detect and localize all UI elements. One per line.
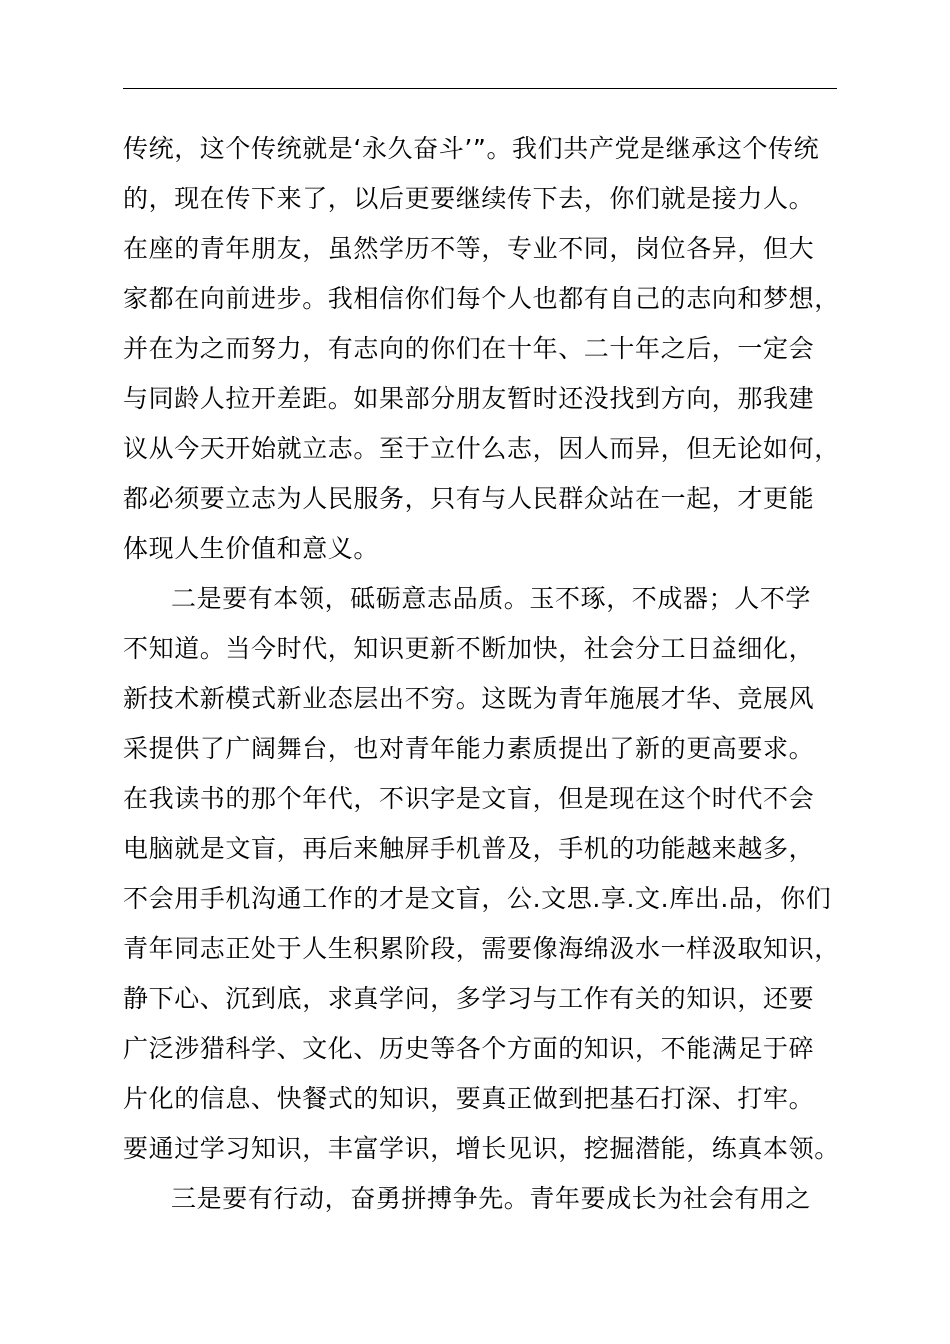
text-line: 家都在向前进步。我相信你们每个人也都有自己的志向和梦想， (123, 284, 840, 313)
text-line: 并在为之而努力，有志向的你们在十年、二十年之后，一定会 (123, 334, 815, 363)
text-line: 采提供了广阔舞台，也对青年能力素质提出了新的更高要求。 (123, 734, 815, 763)
text-line: 与同龄人拉开差距。如果部分朋友暂时还没找到方向，那我建 (123, 384, 815, 413)
text-line: 广泛涉猎科学、文化、历史等各个方面的知识，不能满足于碎 (123, 1034, 815, 1063)
text-line: 片化的信息、快餐式的知识，要真正做到把基石打深、打牢。 (123, 1084, 815, 1113)
text-line: 不知道。当今时代，知识更新不断加快，社会分工日益细化， (123, 634, 815, 663)
text-line: 静下心、沉到底，求真学问，多学习与工作有关的知识，还要 (123, 984, 815, 1013)
text-line: 在座的青年朋友，虽然学历不等，专业不同，岗位各异，但大 (123, 234, 815, 263)
text-line: 都必须要立志为人民服务，只有与人民群众站在一起，才更能 (123, 484, 815, 513)
body-text (123, 129, 883, 1229)
text-line: 要通过学习知识，丰富学识，增长见识，挖掘潜能，练真本领。 (123, 1134, 840, 1163)
text-line: 的，现在传下来了，以后更要继续传下去，你们就是接力人。 (123, 184, 815, 213)
header-rule (123, 88, 837, 89)
text-line: 新技术新模式新业态层出不穷。这既为青年施展才华、竞展风 (123, 684, 815, 713)
text-line: 体现人生价值和意义。 (123, 534, 380, 563)
text-line: 三是要有行动，奋勇拼搏争先。青年要成长为社会有用之 (171, 1184, 812, 1213)
text-line: 不会用手机沟通工作的才是文盲，公.文思.享.文.库出.品，你们 (123, 884, 832, 913)
text-line: 二是要有本领，砥砺意志品质。玉不琢，不成器；人不学 (171, 584, 812, 613)
text-line: 在我读书的那个年代，不识字是文盲，但是现在这个时代不会 (123, 784, 815, 813)
text-line: 传统，这个传统就是‘永久奋斗’”。我们共产党是继承这个传统 (123, 134, 820, 163)
text-line: 电脑就是文盲，再后来触屏手机普及，手机的功能越来越多， (123, 834, 815, 863)
text-line: 议从今天开始就立志。至于立什么志，因人而异，但无论如何， (123, 434, 840, 463)
text-line: 青年同志正处于人生积累阶段，需要像海绵汲水一样汲取知识， (123, 934, 840, 963)
